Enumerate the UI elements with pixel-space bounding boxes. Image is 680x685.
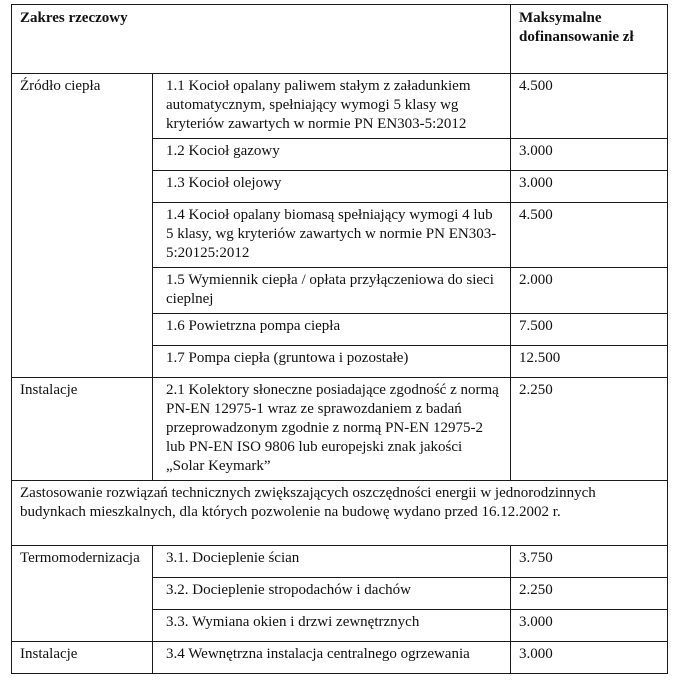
scope-item: 1.7 Pompa ciepła (gruntowa i pozostałe) <box>153 346 511 378</box>
section-note: Zastosowanie rozwiązań technicznych zwiększających oszczędności energii w jednorodzinnych budynkach mieszkalnych, dla których pozwolenie na budowę wydano przed 16.12.2002 r. <box>12 481 668 546</box>
amount-value: 2.250 <box>511 378 668 481</box>
amount-value: 3.000 <box>511 610 668 642</box>
amount-value: 3.000 <box>511 642 668 674</box>
category-heat-source: Źródło ciepła <box>12 74 153 378</box>
scope-item: 1.1 Kocioł opalany paliwem stałym z załadunkiem automatycznym, spełniający wymogi 5 klasy wg kryteriów zawartych w normie PN EN303-5:2012 <box>153 74 511 139</box>
category-installations: Instalacje <box>12 378 153 481</box>
category-installations: Instalacje <box>12 642 153 674</box>
amount-value: 7.500 <box>511 314 668 346</box>
scope-item: 3.1. Docieplenie ścian <box>153 546 511 578</box>
table-row <box>12 378 668 481</box>
table-row <box>12 642 668 674</box>
scope-item: 3.2. Docieplenie stropodachów i dachów <box>153 578 511 610</box>
header-amount: Maksymalne dofinansowanie zł <box>511 5 668 74</box>
amount-value: 2.000 <box>511 268 668 314</box>
table-row <box>12 74 668 139</box>
amount-value: 2.250 <box>511 578 668 610</box>
scope-item: 3.3. Wymiana okien i drzwi zewnętrznych <box>153 610 511 642</box>
amount-value: 3.000 <box>511 139 668 171</box>
scope-item: 2.1 Kolektory słoneczne posiadające zgodność z normą PN-EN 12975-1 wraz ze sprawozdaniem z badań przeprowadzonym zgodnie z normą PN-EN 12975-2 lub PN-EN ISO 9806 lub europejski znak jakości „Solar Keymark” <box>153 378 511 481</box>
amount-value: 3.000 <box>511 171 668 203</box>
scope-item: 3.4 Wewnętrzna instalacja centralnego ogrzewania <box>153 642 511 674</box>
scope-item: 1.3 Kocioł olejowy <box>153 171 511 203</box>
amount-value: 4.500 <box>511 74 668 139</box>
scope-item: 1.6 Powietrzna pompa ciepła <box>153 314 511 346</box>
amount-value: 4.500 <box>511 203 668 268</box>
scope-item: 1.4 Kocioł opalany biomasą spełniający wymogi 4 lub 5 klasy, wg kryteriów zawartych w normie PN EN303-5:20125:2012 <box>153 203 511 268</box>
scope-item: 1.5 Wymiennik ciepła / opłata przyłączeniowa do sieci cieplnej <box>153 268 511 314</box>
table-header-row <box>12 5 668 74</box>
category-thermomodernization: Termomodernizacja <box>12 546 153 642</box>
scope-item: 1.2 Kocioł gazowy <box>153 139 511 171</box>
table-row <box>12 546 668 578</box>
amount-value: 12.500 <box>511 346 668 378</box>
amount-value: 3.750 <box>511 546 668 578</box>
header-scope: Zakres rzeczowy <box>12 5 511 74</box>
section-note-row <box>12 481 668 546</box>
subsidy-table <box>11 4 668 674</box>
